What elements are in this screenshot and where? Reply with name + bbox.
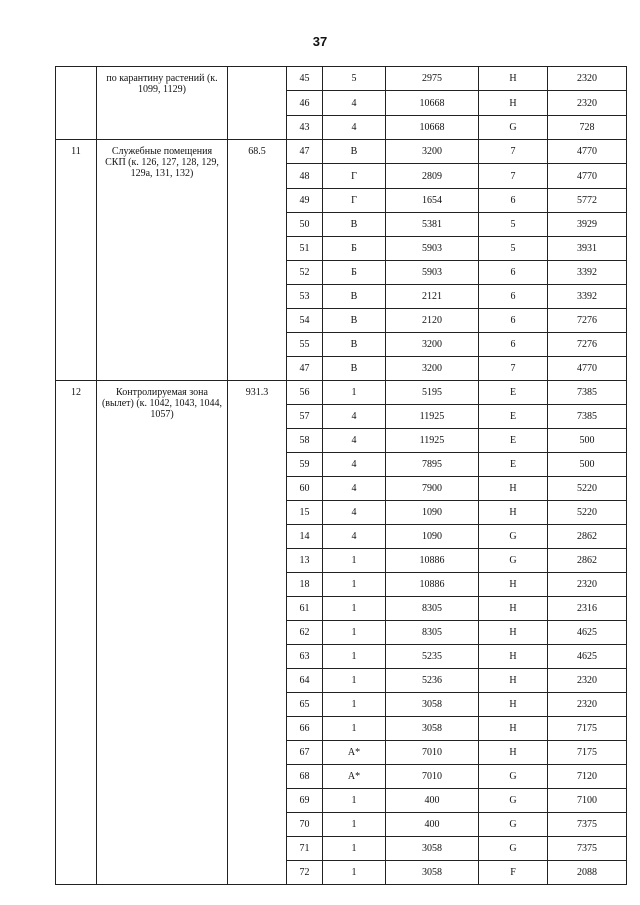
distance-cell: 3058 bbox=[386, 837, 479, 861]
distance-cell: 3058 bbox=[386, 861, 479, 885]
amount-cell: 2320 bbox=[548, 693, 627, 717]
category-cell: 4 bbox=[323, 91, 386, 116]
amount-cell: 2320 bbox=[548, 67, 627, 91]
code-cell: G bbox=[479, 765, 548, 789]
amount-cell: 728 bbox=[548, 116, 627, 140]
amount-cell: 500 bbox=[548, 453, 627, 477]
category-cell: 1 bbox=[323, 645, 386, 669]
category-cell: 1 bbox=[323, 549, 386, 573]
point-id-cell: 49 bbox=[287, 189, 323, 213]
point-id-cell: 72 bbox=[287, 861, 323, 885]
code-cell: G bbox=[479, 525, 548, 549]
table-row bbox=[56, 381, 627, 405]
code-cell: H bbox=[479, 67, 548, 91]
code-cell: E bbox=[479, 429, 548, 453]
amount-cell: 3392 bbox=[548, 285, 627, 309]
amount-cell: 2862 bbox=[548, 525, 627, 549]
code-cell: 6 bbox=[479, 285, 548, 309]
code-cell: G bbox=[479, 837, 548, 861]
category-cell: 1 bbox=[323, 717, 386, 741]
code-cell: H bbox=[479, 741, 548, 765]
code-cell: 7 bbox=[479, 357, 548, 381]
distance-cell: 400 bbox=[386, 813, 479, 837]
code-cell: H bbox=[479, 693, 548, 717]
category-cell: Б bbox=[323, 261, 386, 285]
group-name: Контролируемая зона (вылет) (к. 1042, 1043, 1044, 1057) bbox=[97, 381, 228, 885]
amount-cell: 5220 bbox=[548, 501, 627, 525]
category-cell: 1 bbox=[323, 621, 386, 645]
code-cell: 7 bbox=[479, 140, 548, 164]
code-cell: G bbox=[479, 789, 548, 813]
category-cell: 1 bbox=[323, 381, 386, 405]
distance-cell: 400 bbox=[386, 789, 479, 813]
code-cell: 6 bbox=[479, 309, 548, 333]
point-id-cell: 54 bbox=[287, 309, 323, 333]
distance-cell: 2809 bbox=[386, 164, 479, 189]
distance-cell: 10668 bbox=[386, 116, 479, 140]
amount-cell: 7385 bbox=[548, 405, 627, 429]
code-cell: H bbox=[479, 91, 548, 116]
category-cell: В bbox=[323, 333, 386, 357]
amount-cell: 3392 bbox=[548, 261, 627, 285]
distance-cell: 5235 bbox=[386, 645, 479, 669]
amount-cell: 7120 bbox=[548, 765, 627, 789]
point-id-cell: 55 bbox=[287, 333, 323, 357]
category-cell: 1 bbox=[323, 789, 386, 813]
point-id-cell: 15 bbox=[287, 501, 323, 525]
point-id-cell: 68 bbox=[287, 765, 323, 789]
category-cell: В bbox=[323, 140, 386, 164]
distance-cell: 11925 bbox=[386, 405, 479, 429]
amount-cell: 3931 bbox=[548, 237, 627, 261]
point-id-cell: 66 bbox=[287, 717, 323, 741]
amount-cell: 7276 bbox=[548, 333, 627, 357]
code-cell: G bbox=[479, 116, 548, 140]
distance-cell: 1090 bbox=[386, 525, 479, 549]
category-cell: 4 bbox=[323, 525, 386, 549]
group-number bbox=[56, 67, 97, 140]
amount-cell: 7276 bbox=[548, 309, 627, 333]
point-id-cell: 51 bbox=[287, 237, 323, 261]
point-id-cell: 53 bbox=[287, 285, 323, 309]
amount-cell: 3929 bbox=[548, 213, 627, 237]
distance-cell: 8305 bbox=[386, 621, 479, 645]
category-cell: В bbox=[323, 285, 386, 309]
category-cell: 4 bbox=[323, 453, 386, 477]
table-row bbox=[56, 140, 627, 164]
group-number: 12 bbox=[56, 381, 97, 885]
distance-cell: 7895 bbox=[386, 453, 479, 477]
data-table bbox=[55, 66, 627, 885]
category-cell: В bbox=[323, 309, 386, 333]
distance-cell: 1090 bbox=[386, 501, 479, 525]
amount-cell: 4625 bbox=[548, 621, 627, 645]
category-cell: 1 bbox=[323, 837, 386, 861]
amount-cell: 2316 bbox=[548, 597, 627, 621]
amount-cell: 4625 bbox=[548, 645, 627, 669]
distance-cell: 3200 bbox=[386, 333, 479, 357]
point-id-cell: 48 bbox=[287, 164, 323, 189]
category-cell: В bbox=[323, 357, 386, 381]
page-number: 37 bbox=[312, 34, 328, 49]
distance-cell: 3058 bbox=[386, 693, 479, 717]
point-id-cell: 67 bbox=[287, 741, 323, 765]
distance-cell: 3058 bbox=[386, 717, 479, 741]
code-cell: E bbox=[479, 381, 548, 405]
distance-cell: 3200 bbox=[386, 140, 479, 164]
amount-cell: 7175 bbox=[548, 741, 627, 765]
point-id-cell: 61 bbox=[287, 597, 323, 621]
distance-cell: 8305 bbox=[386, 597, 479, 621]
distance-cell: 10886 bbox=[386, 549, 479, 573]
distance-cell: 7010 bbox=[386, 765, 479, 789]
distance-cell: 3200 bbox=[386, 357, 479, 381]
category-cell: 1 bbox=[323, 597, 386, 621]
category-cell: 1 bbox=[323, 861, 386, 885]
point-id-cell: 46 bbox=[287, 91, 323, 116]
point-id-cell: 57 bbox=[287, 405, 323, 429]
code-cell: 6 bbox=[479, 189, 548, 213]
code-cell: H bbox=[479, 501, 548, 525]
point-id-cell: 58 bbox=[287, 429, 323, 453]
code-cell: F bbox=[479, 861, 548, 885]
point-id-cell: 56 bbox=[287, 381, 323, 405]
group-value: 931.3 bbox=[228, 381, 287, 885]
code-cell: E bbox=[479, 405, 548, 429]
point-id-cell: 60 bbox=[287, 477, 323, 501]
code-cell: H bbox=[479, 573, 548, 597]
group-value bbox=[228, 67, 287, 140]
distance-cell: 5903 bbox=[386, 261, 479, 285]
code-cell: 7 bbox=[479, 164, 548, 189]
code-cell: 6 bbox=[479, 333, 548, 357]
group-value: 68.5 bbox=[228, 140, 287, 381]
point-id-cell: 18 bbox=[287, 573, 323, 597]
category-cell: Б bbox=[323, 237, 386, 261]
code-cell: 6 bbox=[479, 261, 548, 285]
point-id-cell: 52 bbox=[287, 261, 323, 285]
category-cell: 4 bbox=[323, 429, 386, 453]
point-id-cell: 14 bbox=[287, 525, 323, 549]
point-id-cell: 63 bbox=[287, 645, 323, 669]
point-id-cell: 65 bbox=[287, 693, 323, 717]
point-id-cell: 47 bbox=[287, 357, 323, 381]
code-cell: H bbox=[479, 645, 548, 669]
code-cell: G bbox=[479, 813, 548, 837]
category-cell: 1 bbox=[323, 669, 386, 693]
category-cell: А* bbox=[323, 765, 386, 789]
distance-cell: 2120 bbox=[386, 309, 479, 333]
distance-cell: 10668 bbox=[386, 91, 479, 116]
amount-cell: 7100 bbox=[548, 789, 627, 813]
category-cell: 5 bbox=[323, 67, 386, 91]
point-id-cell: 43 bbox=[287, 116, 323, 140]
amount-cell: 2320 bbox=[548, 669, 627, 693]
code-cell: H bbox=[479, 717, 548, 741]
code-cell: E bbox=[479, 453, 548, 477]
point-id-cell: 45 bbox=[287, 67, 323, 91]
code-cell: H bbox=[479, 621, 548, 645]
code-cell: 5 bbox=[479, 237, 548, 261]
group-name: Служебные помещения СКП (к. 126, 127, 128, 129, 129а, 131, 132) bbox=[97, 140, 228, 381]
amount-cell: 7175 bbox=[548, 717, 627, 741]
code-cell: 5 bbox=[479, 213, 548, 237]
category-cell: 1 bbox=[323, 573, 386, 597]
amount-cell: 2862 bbox=[548, 549, 627, 573]
code-cell: H bbox=[479, 477, 548, 501]
category-cell: В bbox=[323, 213, 386, 237]
code-cell: H bbox=[479, 669, 548, 693]
code-cell: G bbox=[479, 549, 548, 573]
amount-cell: 2320 bbox=[548, 573, 627, 597]
table-row bbox=[56, 67, 627, 91]
distance-cell: 10886 bbox=[386, 573, 479, 597]
code-cell: H bbox=[479, 597, 548, 621]
amount-cell: 4770 bbox=[548, 164, 627, 189]
distance-cell: 1654 bbox=[386, 189, 479, 213]
distance-cell: 2121 bbox=[386, 285, 479, 309]
amount-cell: 4770 bbox=[548, 357, 627, 381]
distance-cell: 11925 bbox=[386, 429, 479, 453]
group-name: по карантину растений (к. 1099, 1129) bbox=[97, 67, 228, 140]
amount-cell: 7385 bbox=[548, 381, 627, 405]
category-cell: А* bbox=[323, 741, 386, 765]
distance-cell: 2975 bbox=[386, 67, 479, 91]
point-id-cell: 71 bbox=[287, 837, 323, 861]
category-cell: Г bbox=[323, 164, 386, 189]
point-id-cell: 59 bbox=[287, 453, 323, 477]
point-id-cell: 62 bbox=[287, 621, 323, 645]
point-id-cell: 70 bbox=[287, 813, 323, 837]
amount-cell: 5220 bbox=[548, 477, 627, 501]
point-id-cell: 69 bbox=[287, 789, 323, 813]
category-cell: 4 bbox=[323, 477, 386, 501]
category-cell: 4 bbox=[323, 405, 386, 429]
distance-cell: 5381 bbox=[386, 213, 479, 237]
distance-cell: 7900 bbox=[386, 477, 479, 501]
point-id-cell: 47 bbox=[287, 140, 323, 164]
point-id-cell: 13 bbox=[287, 549, 323, 573]
distance-cell: 5195 bbox=[386, 381, 479, 405]
category-cell: 4 bbox=[323, 116, 386, 140]
amount-cell: 2088 bbox=[548, 861, 627, 885]
category-cell: Г bbox=[323, 189, 386, 213]
distance-cell: 5903 bbox=[386, 237, 479, 261]
amount-cell: 500 bbox=[548, 429, 627, 453]
amount-cell: 4770 bbox=[548, 140, 627, 164]
distance-cell: 7010 bbox=[386, 741, 479, 765]
category-cell: 1 bbox=[323, 813, 386, 837]
amount-cell: 2320 bbox=[548, 91, 627, 116]
amount-cell: 7375 bbox=[548, 813, 627, 837]
category-cell: 1 bbox=[323, 693, 386, 717]
category-cell: 4 bbox=[323, 501, 386, 525]
point-id-cell: 64 bbox=[287, 669, 323, 693]
distance-cell: 5236 bbox=[386, 669, 479, 693]
group-number: 11 bbox=[56, 140, 97, 381]
amount-cell: 7375 bbox=[548, 837, 627, 861]
amount-cell: 5772 bbox=[548, 189, 627, 213]
point-id-cell: 50 bbox=[287, 213, 323, 237]
